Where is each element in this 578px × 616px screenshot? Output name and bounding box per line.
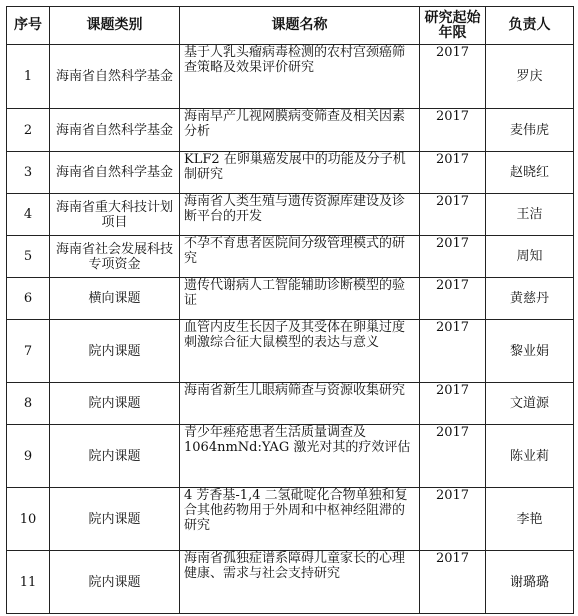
cell-owner: 罗庆 xyxy=(486,45,574,109)
cell-year: 2017 xyxy=(420,278,486,320)
table-row xyxy=(7,320,574,383)
cell-no: 5 xyxy=(7,236,50,278)
cell-name: 海南省孤独症谱系障碍儿童家长的心理健康、需求与社会支持研究 xyxy=(180,551,420,614)
cell-year: 2017 xyxy=(420,320,486,383)
cell-owner: 陈业莉 xyxy=(486,425,574,488)
header-year: 研究起始年限 xyxy=(420,7,486,45)
cell-category: 海南省自然科学基金 xyxy=(50,109,180,152)
table-body xyxy=(7,45,574,614)
cell-owner: 黄慈丹 xyxy=(486,278,574,320)
cell-owner: 王洁 xyxy=(486,194,574,236)
table-header xyxy=(7,7,574,45)
cell-owner: 谢璐璐 xyxy=(486,551,574,614)
cell-owner: 周知 xyxy=(486,236,574,278)
cell-name: 4 芳香基-1,4 二氢砒啶化合物单独和复合其他药物用于外周和中枢神经阻滞的研究 xyxy=(180,488,420,551)
header-no: 序号 xyxy=(7,7,50,45)
cell-category: 院内课题 xyxy=(50,551,180,614)
cell-category: 院内课题 xyxy=(50,383,180,425)
cell-year: 2017 xyxy=(420,109,486,152)
cell-category: 院内课题 xyxy=(50,488,180,551)
cell-category: 横向课题 xyxy=(50,278,180,320)
header-owner: 负责人 xyxy=(486,7,574,45)
cell-year: 2017 xyxy=(420,45,486,109)
table-row xyxy=(7,278,574,320)
cell-no: 10 xyxy=(7,488,50,551)
header-name: 课题名称 xyxy=(180,7,420,45)
header-row xyxy=(7,7,574,45)
cell-category: 海南省自然科学基金 xyxy=(50,45,180,109)
cell-name: 海南省新生儿眼病筛查与资源收集研究 xyxy=(180,383,420,425)
cell-no: 9 xyxy=(7,425,50,488)
cell-year: 2017 xyxy=(420,383,486,425)
cell-no: 4 xyxy=(7,194,50,236)
table-row xyxy=(7,425,574,488)
cell-no: 2 xyxy=(7,109,50,152)
table-row xyxy=(7,152,574,194)
cell-owner: 黎业娟 xyxy=(486,320,574,383)
table-row xyxy=(7,488,574,551)
cell-category: 海南省自然科学基金 xyxy=(50,152,180,194)
cell-name: 基于人乳头瘤病毒检测的农村宫颈癌筛查策略及效果评价研究 xyxy=(180,45,420,109)
cell-owner: 文道源 xyxy=(486,383,574,425)
cell-year: 2017 xyxy=(420,425,486,488)
cell-name: 遗传代谢病人工智能辅助诊断模型的验证 xyxy=(180,278,420,320)
cell-no: 8 xyxy=(7,383,50,425)
cell-category: 院内课题 xyxy=(50,320,180,383)
cell-no: 7 xyxy=(7,320,50,383)
cell-no: 1 xyxy=(7,45,50,109)
table-row xyxy=(7,551,574,614)
cell-name: 青少年痤疮患者生活质量调查及 1064nmNd:YAG 激光对其的疗效评估 xyxy=(180,425,420,488)
cell-no: 6 xyxy=(7,278,50,320)
research-projects-table xyxy=(6,6,574,614)
cell-year: 2017 xyxy=(420,152,486,194)
cell-no: 11 xyxy=(7,551,50,614)
table-row xyxy=(7,236,574,278)
cell-category: 海南省重大科技计划项目 xyxy=(50,194,180,236)
cell-year: 2017 xyxy=(420,488,486,551)
table-row xyxy=(7,194,574,236)
cell-owner: 赵晓红 xyxy=(486,152,574,194)
cell-name: 血管内皮生长因子及其受体在卵巢过度刺激综合征大鼠模型的表达与意义 xyxy=(180,320,420,383)
table-row xyxy=(7,45,574,109)
cell-year: 2017 xyxy=(420,236,486,278)
cell-name: KLF2 在卵巢癌发展中的功能及分子机制研究 xyxy=(180,152,420,194)
cell-name: 不孕不育患者医院间分级管理模式的研究 xyxy=(180,236,420,278)
cell-no: 3 xyxy=(7,152,50,194)
cell-year: 2017 xyxy=(420,194,486,236)
table-row xyxy=(7,109,574,152)
cell-owner: 麦伟虎 xyxy=(486,109,574,152)
cell-category: 海南省社会发展科技专项资金 xyxy=(50,236,180,278)
cell-category: 院内课题 xyxy=(50,425,180,488)
header-category: 课题类别 xyxy=(50,7,180,45)
cell-owner: 李艳 xyxy=(486,488,574,551)
cell-name: 海南省人类生殖与遗传资源库建设及诊断平台的开发 xyxy=(180,194,420,236)
table-row xyxy=(7,383,574,425)
cell-year: 2017 xyxy=(420,551,486,614)
cell-name: 海南早产儿视网膜病变筛查及相关因素分析 xyxy=(180,109,420,152)
